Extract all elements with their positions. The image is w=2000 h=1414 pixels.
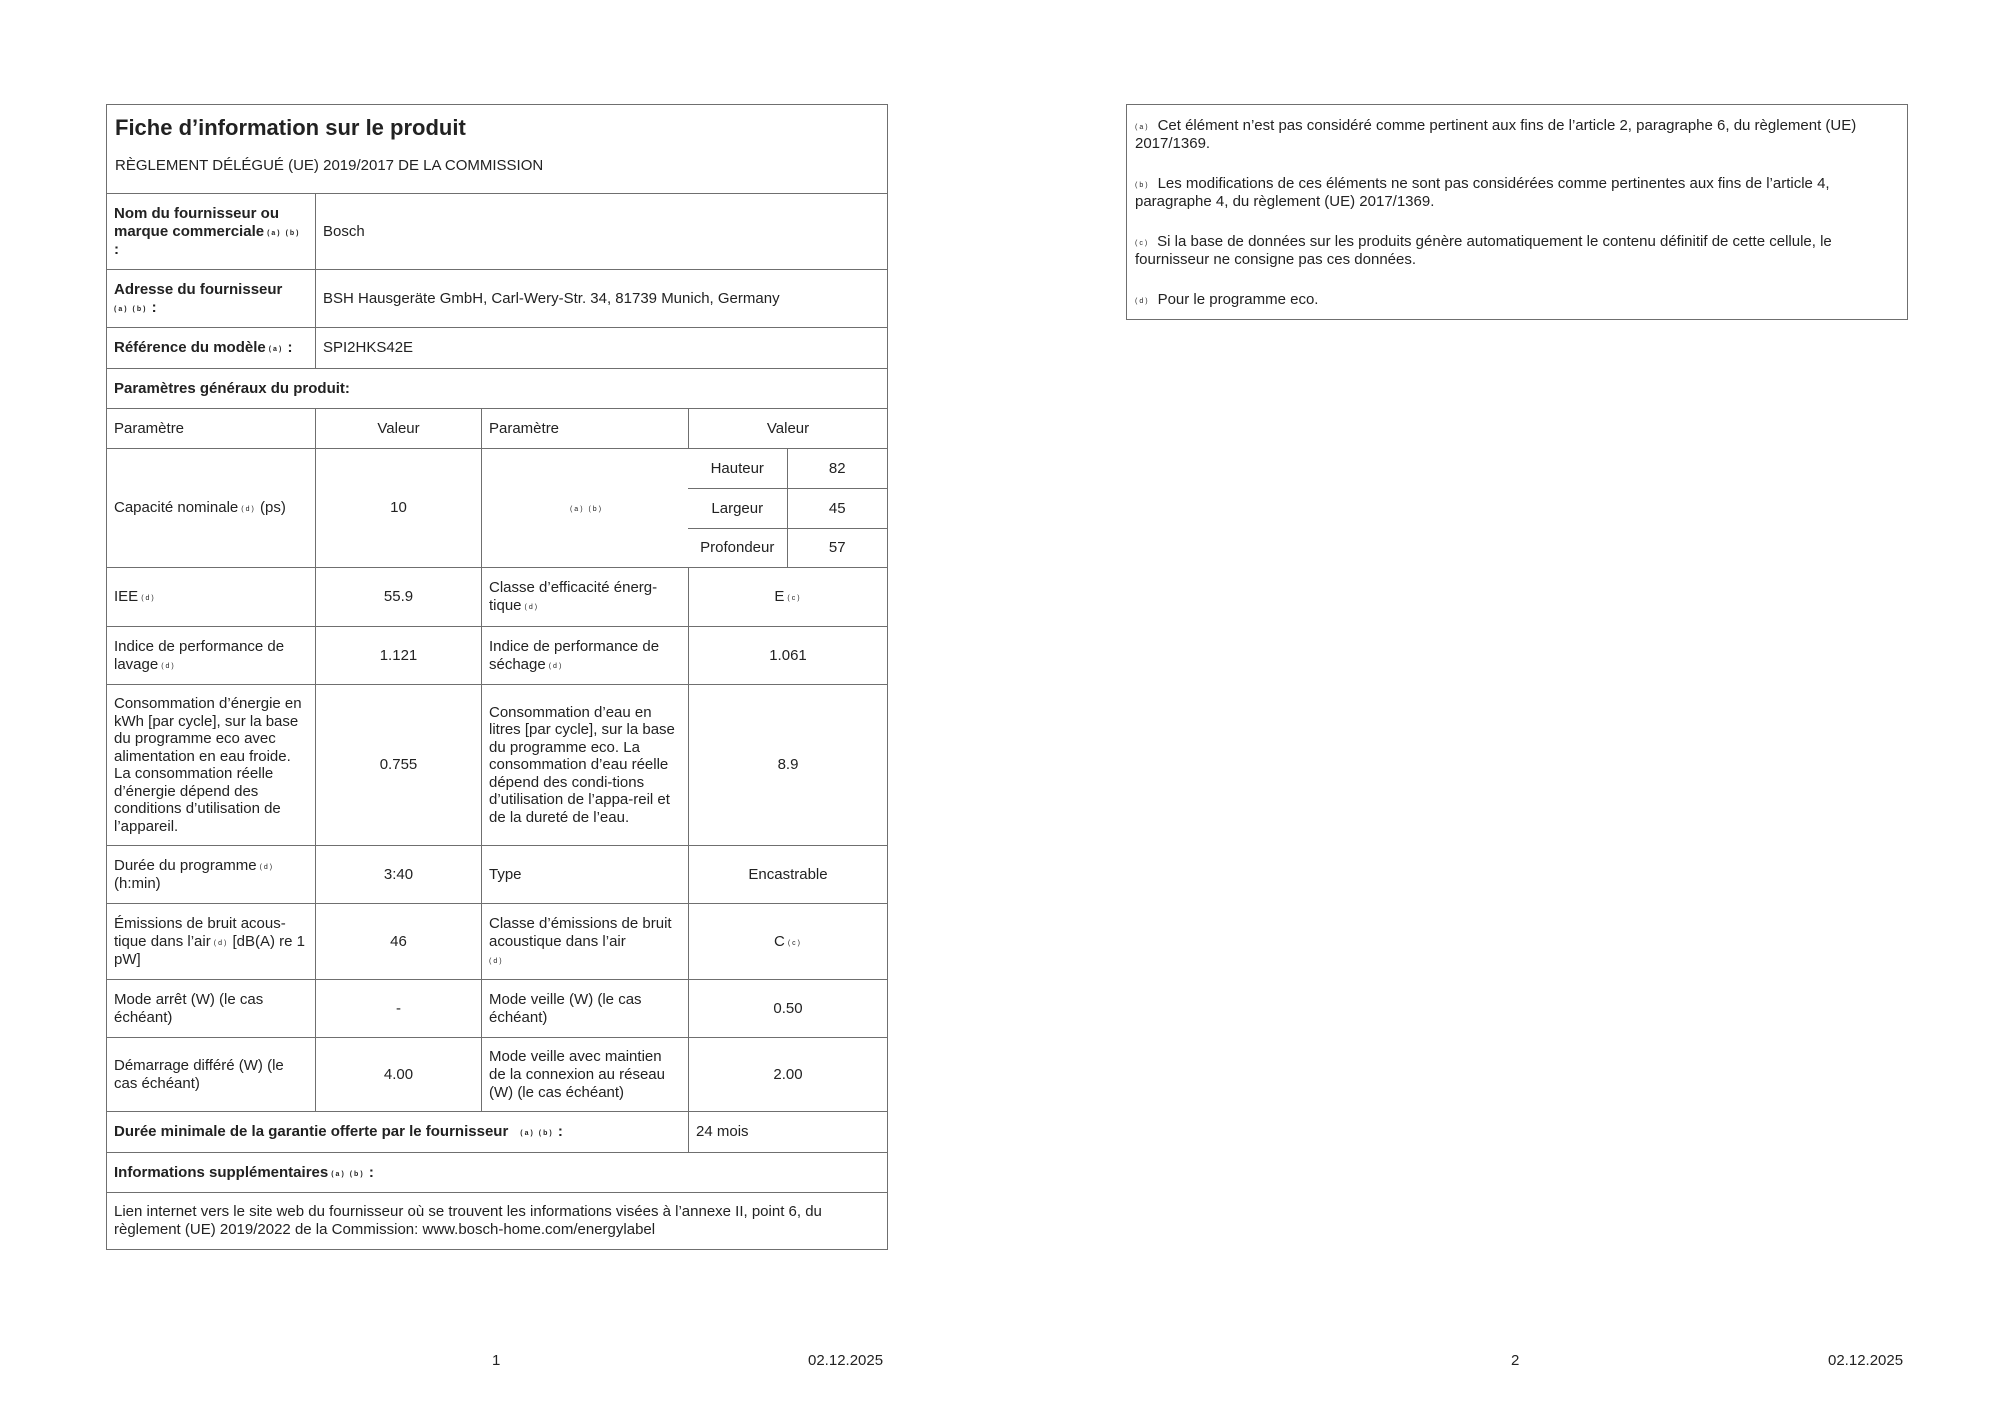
off-mode-label: Mode arrêt (W) (le cas échéant) xyxy=(114,990,264,1026)
duration-label-cell xyxy=(107,846,315,903)
duration-label: Durée du programme xyxy=(114,856,257,874)
off-standby-row xyxy=(107,979,887,1037)
dimensions-table xyxy=(688,449,887,567)
additional-info-text-row xyxy=(107,1192,887,1249)
title-row xyxy=(107,105,887,193)
footnote-ref: (c) xyxy=(787,595,802,602)
label-colon: : xyxy=(557,1123,563,1140)
dimension-row xyxy=(688,449,887,488)
product-information-sheet xyxy=(106,104,888,1250)
footnote-ref: (a) (b) xyxy=(569,506,604,513)
noise-class-value: C xyxy=(773,932,785,950)
header-value: Valeur xyxy=(315,409,481,448)
wash-perf-value: 1.121 xyxy=(315,627,481,684)
general-params-label: Paramètres généraux du produit: xyxy=(114,379,350,397)
header-param: Paramètre xyxy=(481,409,688,448)
footnote-ref: (d) xyxy=(213,939,229,947)
noise-class-label-cell xyxy=(481,904,688,979)
warranty-value: 24 mois xyxy=(688,1112,887,1152)
footnote-ref: (a) (b) xyxy=(520,1130,554,1137)
consumption-row xyxy=(107,684,887,845)
footnote-ref: (a) xyxy=(268,346,284,353)
duration-unit: (h:min) xyxy=(114,874,161,892)
energy-consumption-label: Consommation d’énergie en kWh [par cycle], sur la base du programme eco avec alimentation en eau froide. La consommation réelle d’énergie dépend des conditions d’utilisation de l’appareil. xyxy=(114,695,302,835)
footnote-text: Les modifications de ces éléments ne sont pas considérées comme pertinentes aux fins de l’article 4, paragraphe 4, du règlement (UE) 2017/1369. xyxy=(1135,175,1830,210)
noise-class-cell xyxy=(688,904,887,979)
additional-info-row xyxy=(107,1152,887,1192)
networked-standby-value: 2.00 xyxy=(688,1038,887,1111)
noise-value: 46 xyxy=(315,904,481,979)
model-value: SPI2HKS42E xyxy=(315,328,887,368)
warranty-label-cell xyxy=(107,1112,688,1152)
dimension-label: Hauteur xyxy=(688,449,788,488)
model-label-cell xyxy=(107,328,315,368)
footnote-mark: (c) xyxy=(1135,240,1150,247)
supplier-label: Nom du fournisseur ou marque commerciale xyxy=(114,204,279,240)
type-label: Type xyxy=(481,846,688,903)
energy-class-value: E xyxy=(774,588,785,605)
footnote-text: Si la base de données sur les produits génère automatiquement le contenu définitif de cette cellule, le fournisseur ne consigne pas ces données. xyxy=(1135,233,1832,268)
footnote-mark: (d) xyxy=(1135,298,1150,305)
standby-label: Mode veille (W) (le cas échéant) xyxy=(481,980,688,1037)
model-row xyxy=(107,327,887,368)
model-label: Référence du modèle xyxy=(114,339,266,356)
address-value: BSH Hausgeräte GmbH, Carl-Wery-Str. 34, 81739 Munich, Germany xyxy=(315,270,887,327)
delay-start-label: Démarrage différé (W) (le cas échéant) xyxy=(114,1056,284,1092)
page-number: 2 xyxy=(1511,1352,1520,1369)
iee-value: 55.9 xyxy=(315,568,481,626)
footnote xyxy=(1135,233,1899,269)
regulation-reference: RÈGLEMENT DÉLÉGUÉ (UE) 2019/2017 DE LA COMMISSION xyxy=(115,157,544,174)
water-consumption-value: 8.9 xyxy=(688,685,887,845)
capacity-label-cell xyxy=(107,449,315,567)
footnote-mark: (a) xyxy=(1135,124,1150,131)
dimension-label: Profondeur xyxy=(688,529,788,567)
noise-label: Émissions de bruit acous-tique dans l’air xyxy=(114,914,286,950)
water-consumption-label: Consommation d’eau en litres [par cycle], sur la base du programme eco. La consommation d’eau réelle dépend des condi-tions d’utilisation de l’appa-reil et de la dureté de l’eau. xyxy=(481,685,688,845)
dry-perf-label-cell xyxy=(481,627,688,684)
iee-label-cell xyxy=(107,568,315,626)
footnote-text: Cet élément n’est pas considéré comme pertinent aux fins de l’article 2, paragraphe 6, du règlement (UE) 2017/1369. xyxy=(1135,117,1857,152)
label-colon: : xyxy=(368,1163,374,1181)
additional-info-label: Informations supplémentaires xyxy=(114,1163,329,1181)
page-date: 02.12.2025 xyxy=(808,1352,884,1369)
footnote-ref: (d) xyxy=(141,595,156,602)
capacity-row xyxy=(107,448,887,567)
dry-perf-label: Indice de performance de séchage xyxy=(489,637,660,673)
footnote-ref: (d) xyxy=(489,957,504,965)
supplier-label-cell xyxy=(107,194,315,269)
footnote xyxy=(1135,175,1899,211)
footnote-ref: (a) (b) xyxy=(267,229,301,237)
dimension-label: Largeur xyxy=(688,489,788,527)
noise-row xyxy=(107,903,887,979)
supplier-row xyxy=(107,193,887,269)
title-block xyxy=(107,105,551,193)
energy-class-cell xyxy=(688,568,887,626)
footnote-ref: (d) xyxy=(241,506,256,513)
energy-class-label-cell xyxy=(481,568,688,626)
header-value: Valeur xyxy=(688,409,887,448)
footnote-ref: (c) xyxy=(787,939,802,947)
capacity-value: 10 xyxy=(315,449,481,567)
footnote-ref: (a) (b) xyxy=(331,1170,365,1178)
noise-class-label: Classe d’émissions de bruit acoustique dans l’air xyxy=(489,914,672,950)
label-colon: : xyxy=(287,339,293,356)
networked-standby-label: Mode veille avec maintien de la connexion au réseau (W) (le cas échéant) xyxy=(481,1038,688,1111)
standby-value: 0.50 xyxy=(688,980,887,1037)
delay-start-value: 4.00 xyxy=(315,1038,481,1111)
footnote xyxy=(1135,291,1899,309)
address-label-cell xyxy=(107,270,315,327)
sheet-title: Fiche d’information sur le produit xyxy=(115,115,466,140)
header-param: Paramètre xyxy=(114,419,185,437)
delay-network-row xyxy=(107,1037,887,1111)
footnote-ref: (a) (b) xyxy=(114,305,148,313)
page-number: 1 xyxy=(492,1352,501,1369)
warranty-row xyxy=(107,1111,887,1152)
noise-unit: [dB(A) re 1 pW] xyxy=(114,932,305,968)
additional-info-text: Lien internet vers le site web du fournisseur où se trouvent les informations visées à l’annexe II, point 6, du règlement (UE) 2019/2022 de la Commission: www.bosch-home.com/energylabel xyxy=(114,1203,822,1238)
performance-row xyxy=(107,626,887,684)
page-date: 02.12.2025 xyxy=(1828,1352,1904,1369)
duration-row xyxy=(107,845,887,903)
dimension-value: 82 xyxy=(828,460,846,478)
footnotes-box xyxy=(1126,104,1908,320)
footnote-ref: (d) xyxy=(548,662,564,670)
wash-perf-label: Indice de performance de lavage xyxy=(114,637,285,673)
capacity-label: Capacité nominale xyxy=(114,499,239,516)
iee-row xyxy=(107,567,887,626)
wash-perf-label-cell xyxy=(107,627,315,684)
dimensions-label-cell xyxy=(481,449,688,567)
footnote-mark: (b) xyxy=(1135,182,1150,189)
duration-value: 3:40 xyxy=(315,846,481,903)
iee-label: IEE xyxy=(114,588,139,605)
footnote-ref: (d) xyxy=(524,604,540,611)
supplier-value: Bosch xyxy=(315,194,887,269)
dimension-value: 57 xyxy=(828,539,846,557)
label-colon: : xyxy=(114,240,119,258)
warranty-label: Durée minimale de la garantie offerte par le fournisseur xyxy=(114,1123,509,1140)
params-header-row xyxy=(107,408,887,448)
capacity-unit: (ps) xyxy=(259,499,286,516)
dry-perf-value: 1.061 xyxy=(688,627,887,684)
footnote-ref: (d) xyxy=(161,662,176,670)
footnote-text: Pour le programme eco. xyxy=(1157,291,1319,308)
label-colon: : xyxy=(151,298,157,316)
additional-info-label-cell xyxy=(107,1153,887,1192)
dimension-value: 45 xyxy=(828,500,846,517)
address-row xyxy=(107,269,887,327)
dimension-row xyxy=(688,488,887,527)
general-params-row xyxy=(107,368,887,408)
off-mode-value: - xyxy=(315,980,481,1037)
noise-label-cell xyxy=(107,904,315,979)
energy-consumption-value: 0.755 xyxy=(315,685,481,845)
energy-class-label: Classe d’efficacité énerg-tique xyxy=(489,579,658,614)
footnote-ref: (d) xyxy=(259,863,275,871)
address-label: Adresse du fournisseur xyxy=(114,280,283,298)
footnote xyxy=(1135,117,1899,153)
dimension-row xyxy=(688,528,887,567)
type-value: Encastrable xyxy=(688,846,887,903)
